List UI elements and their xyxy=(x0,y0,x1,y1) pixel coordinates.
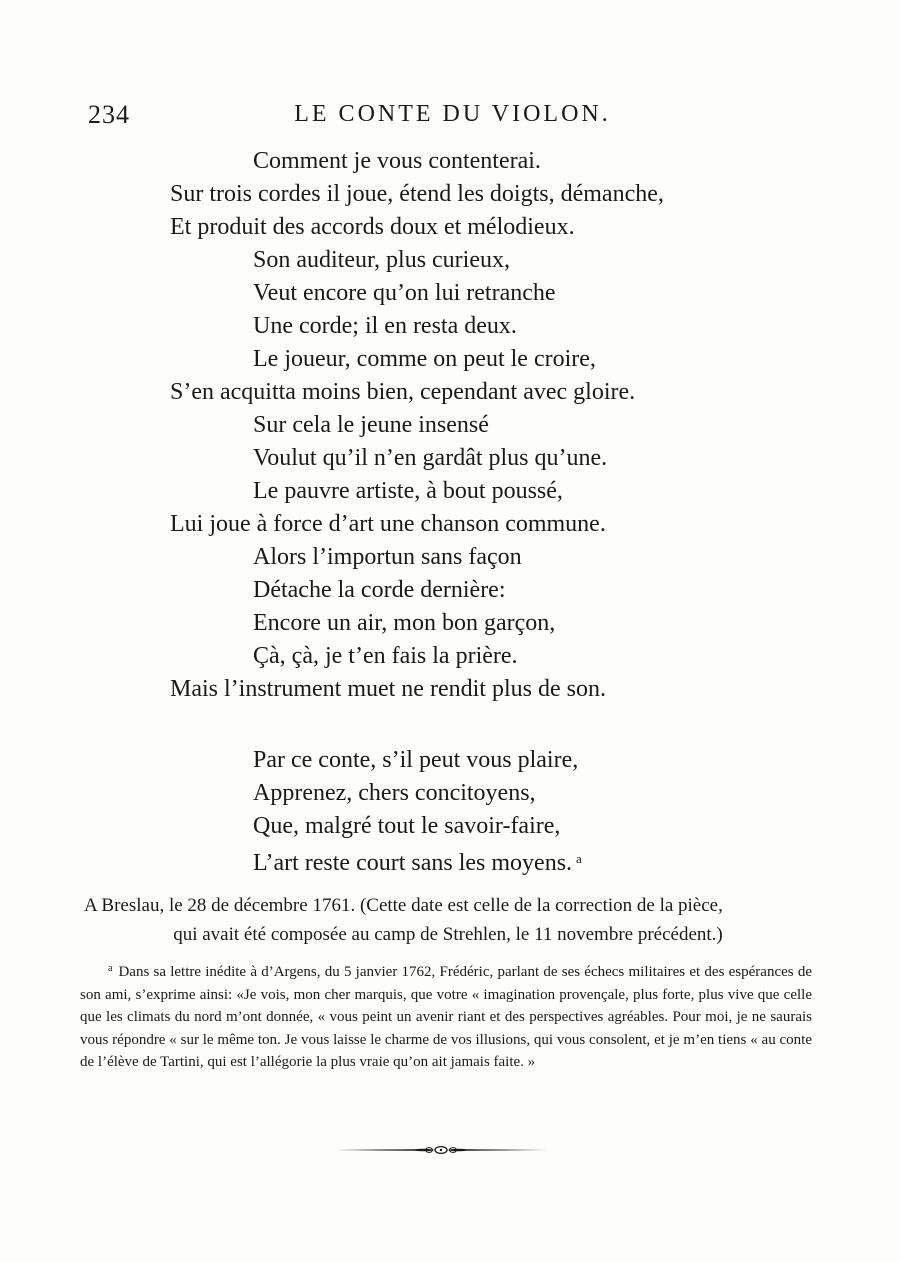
poem-line-text: Voulut qu’il n’en gardât plus qu’une. xyxy=(253,445,608,471)
poem-line xyxy=(170,179,664,209)
poem-line-text: Le pauvre artiste, à bout poussé, xyxy=(253,478,563,504)
poem-line-text: Çà, çà, je t’en fais la prière. xyxy=(253,643,518,669)
poem-line-text: Le joueur, comme on peut le croire, xyxy=(253,346,596,372)
poem-line-text: Sur cela le jeune insensé xyxy=(253,412,489,438)
footnote-reference: a xyxy=(576,851,582,866)
poem-line-text: S’en acquitta moins bien, cependant avec gloire. xyxy=(170,379,636,405)
poem-line xyxy=(253,410,489,440)
poem-line xyxy=(253,311,517,341)
tailpiece-ornament-icon xyxy=(335,1143,547,1157)
poem-line-text: Et produit des accords doux et mélodieux. xyxy=(170,214,575,240)
poem-line xyxy=(253,344,596,374)
dateline xyxy=(84,891,812,949)
footnote-paragraph xyxy=(80,958,812,1074)
footnote-text: Dans sa lettre inédite à d’Argens, du 5 janvier 1762, Frédéric, parlant de ses échecs militaires et des espérances de son ami, s’exprime ainsi: «Je vois, mon cher marquis, que votre « imagination provençale, plus forte, plus vive que celle que les climats du nord m’ont donnée, « vous peint un avenir riant et des perspectives agréables. Pour moi, je ne saurais vous répondre « sur le même ton. Je vous laisse le charme de vos illusions, qui vous consolent, et je m’en tiens « au conte de l’élève de Tartini, qui est l’allégorie la plus vraie qu’on ait jamais faite. » xyxy=(80,964,812,1071)
poem-line xyxy=(253,146,541,176)
poem-line xyxy=(253,641,518,671)
poem-line xyxy=(253,542,522,572)
poem-line-text: Détache la corde dernière: xyxy=(253,577,506,603)
poem-line xyxy=(253,245,510,275)
poem-line-text: L’art reste court sans les moyens. xyxy=(253,850,573,876)
poem-line xyxy=(253,778,536,808)
poem-line xyxy=(253,575,506,605)
poem-line xyxy=(170,674,606,704)
dateline-line-2: qui avait été composée au camp de Strehlen, le 11 novembre précédent.) xyxy=(173,924,723,945)
poem-line-text: Mais l’instrument muet ne rendit plus de son. xyxy=(170,676,606,702)
poem-line-text: Une corde; il en resta deux. xyxy=(253,313,517,339)
poem-line-text: Comment je vous contenterai. xyxy=(253,148,541,174)
poem-line-text: Veut encore qu’on lui retranche xyxy=(253,280,556,306)
poem-line xyxy=(253,476,563,506)
running-title: LE CONTE DU VIOLON. xyxy=(294,101,611,127)
poem-line xyxy=(253,745,578,775)
poem-line-text: Apprenez, chers concitoyens, xyxy=(253,780,536,806)
footnote xyxy=(80,958,812,1074)
poem-line-text: Son auditeur, plus curieux, xyxy=(253,247,510,273)
poem-line-text: Que, malgré tout le savoir-faire, xyxy=(253,813,561,839)
page-number: 234 xyxy=(88,100,130,129)
poem-line xyxy=(253,278,556,308)
poem-line xyxy=(253,844,582,878)
poem-line xyxy=(170,377,635,407)
poem-line xyxy=(170,212,575,242)
poem-line-text: Lui joue à force d’art une chanson commune. xyxy=(170,511,606,537)
dateline-line-1: A Breslau, le 28 de décembre 1761. (Cette date est celle de la correction de la pièce, xyxy=(84,895,723,916)
poem-line-text: Alors l’importun sans façon xyxy=(253,544,522,570)
footnote-mark: a xyxy=(108,963,113,974)
poem-line xyxy=(253,443,607,473)
poem-line xyxy=(253,608,555,638)
poem-line xyxy=(253,811,560,841)
poem-line xyxy=(170,509,606,539)
poem-line-text: Sur trois cordes il joue, étend les doigts, démanche, xyxy=(170,181,664,207)
poem-line-text: Par ce conte, s’il peut vous plaire, xyxy=(253,747,579,773)
poem-line-text: Encore un air, mon bon garçon, xyxy=(253,610,556,636)
